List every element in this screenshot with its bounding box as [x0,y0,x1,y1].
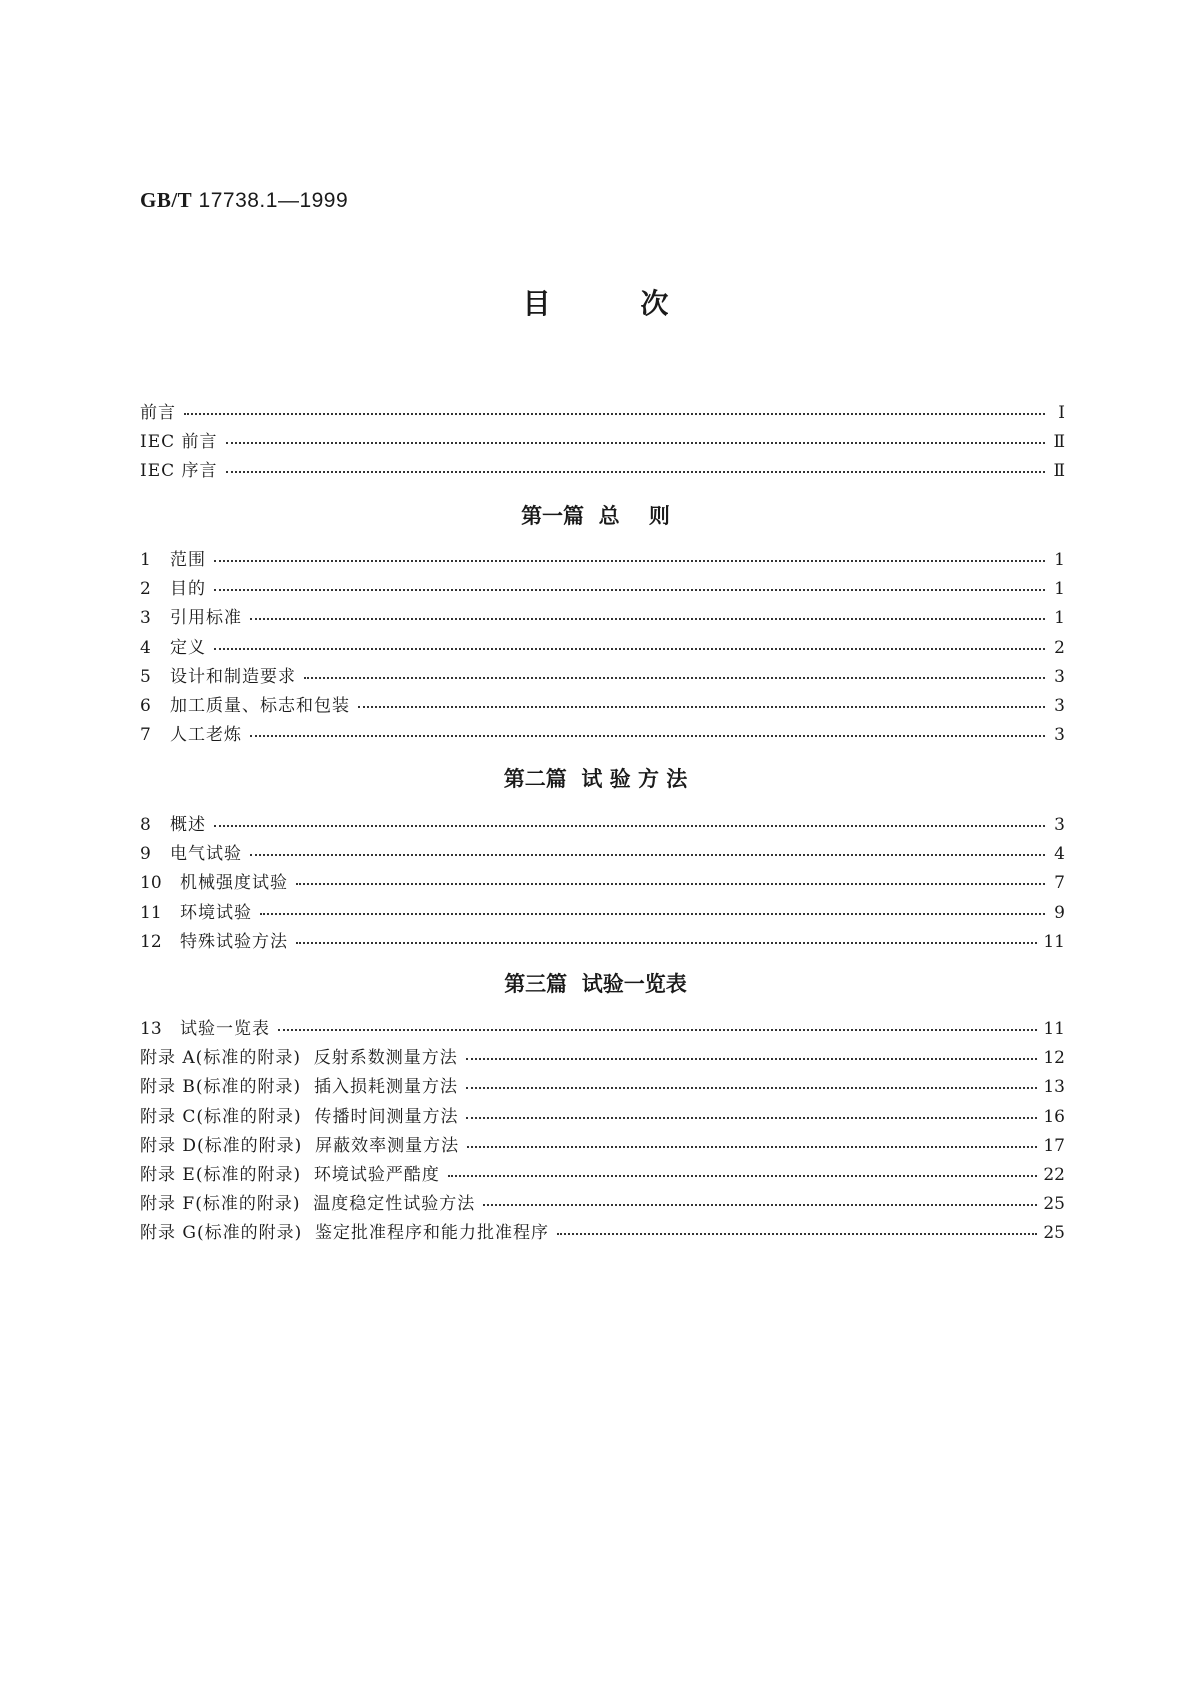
toc-entry-page: 2 [1054,637,1065,658]
toc-entry[interactable] [140,720,1065,746]
dot-leader [466,1116,1037,1119]
dot-leader [296,882,1045,885]
toc-entry-label: IEC 序言 [140,461,218,482]
toc-entry-label: 范围 [170,550,206,570]
toc-entry-page: 1 [1054,550,1065,570]
toc-entry[interactable] [140,456,1065,482]
toc-entry-page: 3 [1054,696,1065,716]
dot-leader [304,676,1045,679]
toc-entry-number: 2 [140,579,151,600]
dot-leader [467,1145,1037,1148]
toc-entry-label: 前言 [140,403,176,423]
toc-entry-page: 22 [1043,1165,1065,1185]
dot-leader [296,941,1037,944]
dot-leader [483,1203,1037,1206]
dot-leader [226,441,1045,444]
toc-entry-label: 附录 G(标准的附录) 鉴定批准程序和能力批准程序 [140,1223,550,1244]
dot-leader [250,734,1045,737]
toc-entry-page: 4 [1054,844,1065,865]
toc-entry-label: 附录 D(标准的附录) 屏蔽效率测量方法 [140,1135,460,1156]
toc-entry-page: 3 [1054,815,1065,835]
toc-entry-page: Ⅱ [1053,432,1065,453]
toc-entry-label: 附录 F(标准的附录) 温度稳定性试验方法 [140,1194,476,1215]
toc-entry-label: 目的 [170,579,206,600]
toc-entry-number: 11 [140,902,162,923]
dot-leader [250,853,1045,856]
dot-leader [214,559,1045,562]
toc-entry-page: 25 [1043,1194,1065,1215]
toc-entry-number: 9 [140,844,151,865]
dot-leader [466,1086,1037,1089]
part-heading: 第三篇 试验一览表 [504,971,687,996]
toc-entry-page: 17 [1043,1135,1065,1156]
toc-entry[interactable] [140,603,1065,629]
toc-entry-label: 定义 [170,637,206,658]
toc-entry-page: 1 [1054,579,1065,600]
toc-entry[interactable] [140,662,1065,688]
toc-entry[interactable] [140,545,1065,571]
toc-entry-page: Ⅰ [1058,403,1065,423]
toc-entry-number: 7 [140,725,151,746]
toc-entry[interactable] [140,574,1065,600]
toc-entry[interactable] [140,398,1065,424]
toc-entry[interactable] [140,927,1065,953]
toc-entry-label: 机械强度试验 [180,873,288,894]
dot-leader [226,470,1045,473]
toc-entry-page: Ⅱ [1053,461,1065,482]
toc-entry-label: 试验一览表 [180,1019,270,1039]
toc-entry-label: 附录 C(标准的附录) 传播时间测量方法 [140,1106,459,1127]
toc-entry[interactable] [140,839,1065,865]
part-heading: 第二篇 试 验 方 法 [503,766,688,791]
dot-leader [557,1232,1037,1235]
dot-leader [214,647,1045,650]
dot-leader [466,1057,1038,1060]
toc-entry-page: 3 [1054,725,1065,746]
toc-entry-label: 附录 E(标准的附录) 环境试验严酷度 [140,1165,440,1185]
dot-leader [358,705,1045,708]
toc-entry-label: 人工老炼 [170,725,242,746]
toc-entry[interactable] [140,1072,1065,1098]
dot-leader [278,1028,1037,1031]
dot-leader [250,617,1045,620]
toc-entry[interactable] [140,1160,1065,1186]
toc-entry[interactable] [140,1102,1065,1128]
standard-number: 17738.1—1999 [198,189,349,212]
toc-entry-page: 25 [1043,1223,1065,1244]
toc-entry-number: 13 [140,1019,162,1039]
toc-entry-page: 3 [1054,666,1065,687]
toc-entry-page: 11 [1043,931,1065,952]
toc-entry[interactable] [140,427,1065,453]
toc-entry-number: 4 [140,637,151,658]
standard-code [140,188,348,213]
toc-entry[interactable] [140,1014,1065,1040]
toc-entry-label: 设计和制造要求 [170,666,296,687]
toc-entry-number: 6 [140,696,151,716]
toc-entry-number: 12 [140,931,162,952]
toc-entry-number: 5 [140,666,151,687]
toc-entry[interactable] [140,633,1065,659]
dot-leader [214,824,1045,827]
toc-entry[interactable] [140,868,1065,894]
dot-leader [260,912,1045,915]
toc-entry-label: 引用标准 [170,608,242,629]
toc-entry-label: 附录 B(标准的附录) 插入损耗测量方法 [140,1077,458,1098]
toc-entry[interactable] [140,1218,1065,1244]
toc-entry-page: 12 [1043,1048,1065,1069]
toc-entry-page: 9 [1054,902,1065,923]
toc-entry-label: 加工质量、标志和包装 [170,696,350,716]
toc-entry[interactable] [140,810,1065,836]
toc-entry-page: 7 [1054,873,1065,894]
toc-entry[interactable] [140,1189,1065,1215]
toc-entry-label: 特殊试验方法 [180,931,288,952]
toc-entry-label: IEC 前言 [140,432,218,453]
standard-prefix: GB/T [140,188,193,212]
toc-entry-number: 8 [140,815,151,835]
toc-entry-label: 环境试验 [180,902,252,923]
toc-entry[interactable] [140,1043,1065,1069]
toc-entry[interactable] [140,691,1065,717]
toc-entry-number: 1 [140,550,151,570]
toc-entry-page: 11 [1043,1019,1065,1039]
toc-entry[interactable] [140,1131,1065,1157]
toc-entry-number: 10 [140,873,162,894]
toc-entry-number: 3 [140,608,151,629]
toc-entry[interactable] [140,898,1065,924]
toc-entry-label: 电气试验 [170,844,242,865]
toc-entry-page: 16 [1043,1106,1065,1127]
toc-entry-page: 1 [1054,608,1065,629]
part-heading: 第一篇 总 则 [521,503,670,528]
toc-entry-label: 概述 [170,815,206,835]
toc-entry-page: 13 [1043,1077,1065,1098]
dot-leader [448,1174,1037,1177]
page-title: 目 次 [522,287,669,320]
dot-leader [184,412,1045,415]
dot-leader [214,588,1045,591]
toc-entry-label: 附录 A(标准的附录) 反射系数测量方法 [140,1048,458,1069]
